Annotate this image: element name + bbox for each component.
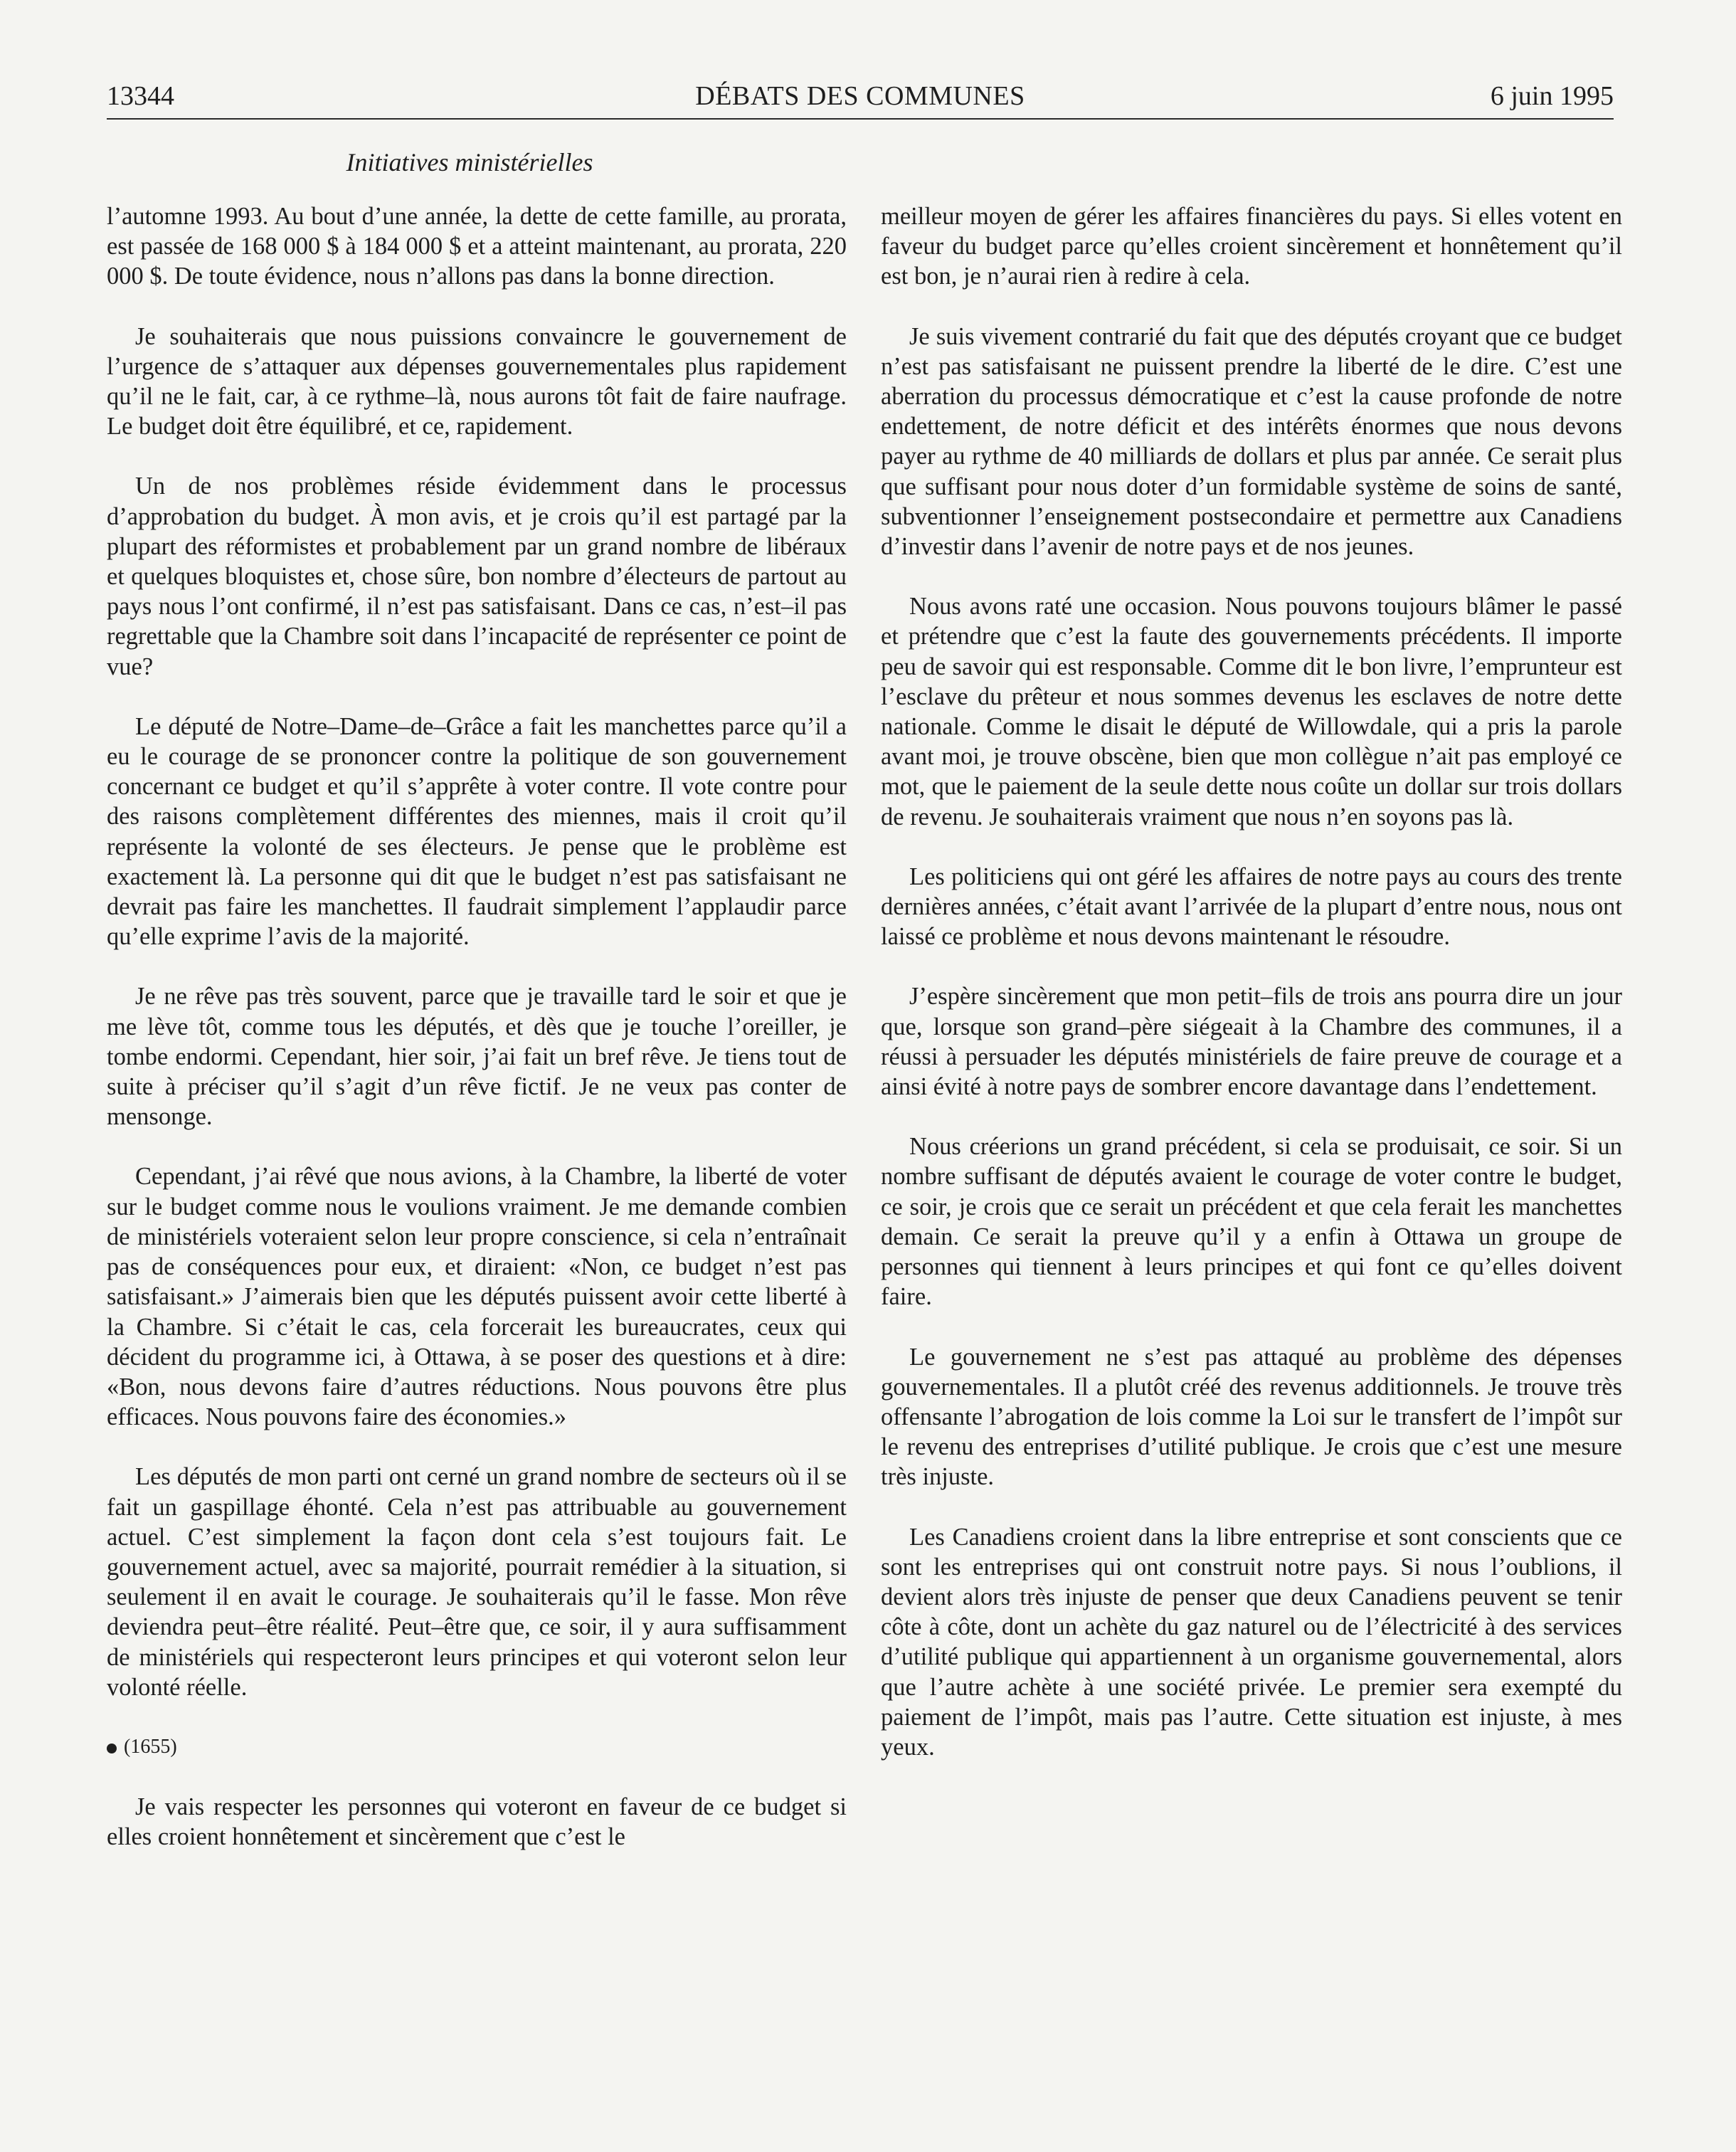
section-title: Initiatives ministérielles <box>346 148 593 176</box>
publication-date: 6 juin 1995 <box>1490 81 1614 111</box>
paragraph: Les députés de mon parti ont cerné un grand nombre de secteurs où il se fait un gaspillage éhonté. Cela n’est pas attribuable au gouvernement actuel. C’est simplement la façon dont cela s’est toujours fait. Le gouvernement actuel, avec sa majorité, pourrait remédier à la situation, si seulement il en avait le courage. Je souhaiterais qu’il le fasse. Mon rêve deviendra peut–être réalité. Peut–être que, ce soir, il y aura suffisamment de ministériels qui respecteront leurs principes et qui voteront selon leur volonté réelle. <box>107 1463 847 1701</box>
page-header <box>107 74 1614 118</box>
paragraph: Nous créerions un grand précédent, si cela se produisait, ce soir. Si un nombre suffisant de députés avaient le courage de voter contre le budget, ce soir, je crois que ce serait un précédent et que cela ferait les manchettes demain. Ce serait la preuve qu’il y a enfin à Ottawa un groupe de personnes qui tiennent à leurs principes et qui font ce qu’elles doivent faire. <box>881 1133 1622 1311</box>
paragraph: Je ne rêve pas très souvent, parce que je travaille tard le soir et que je me lève tôt, comme tous les députés, et dès que je touche l’oreiller, je tombe endormi. Cependant, hier soir, j’ai fait un bref rêve. Je tiens tout de suite à préciser qu’il s’agit d’un rêve fictif. Je ne veux pas conter de mensonge. <box>107 983 847 1131</box>
publication-title: DÉBATS DES COMMUNES <box>695 81 1025 111</box>
paragraph: J’espère sincèrement que mon petit–fils de trois ans pourra dire un jour que, lorsque son grand–père siégeait à la Chambre des communes, il a réussi à persuader les députés ministériels de faire preuve de courage et a ainsi évité à notre pays de sombrer encore davantage dans l’endettement. <box>881 983 1622 1101</box>
left-column <box>107 201 847 1882</box>
paragraph: meilleur moyen de gérer les affaires financières du pays. Si elles votent en faveur du budget parce qu’elles croient sincèrement et honnêtement qu’il est bon, je n’aurai rien à redire à cela. <box>881 203 1622 290</box>
paragraph: l’automne 1993. Au bout d’une année, la dette de cette famille, au prorata, est passée de 168 000 $ à 184 000 $ et a atteint maintenant, au prorata, 220 000 $. De toute évidence, nous n’allons pas dans la bonne direction. <box>107 203 847 290</box>
right-column <box>881 201 1622 1792</box>
page-number: 13344 <box>107 81 174 111</box>
time-marker-label: (1655) <box>124 1735 177 1758</box>
paragraph: Cependant, j’ai rêvé que nous avions, à la Chambre, la liberté de voter sur le budget comme nous le voulions vraiment. Je me demande combien de ministériels voteraient selon leur propre conscience, si cela n’entraînait pas de conséquences pour eux, et diraient: «Non, ce budget n’est pas satisfaisant.» J’aimerais bien que les députés puissent avoir cette liberté à la Chambre. Si c’était le cas, cela forcerait les bureaucrates, ceux qui décident du programme ici, à Ottawa, à se poser des questions et à dire: «Bon, nous devons faire d’autres réductions. Nous pouvons être plus efficaces. Nous pouvons faire des économies.» <box>107 1163 847 1431</box>
time-marker <box>107 1732 847 1762</box>
header-rule <box>107 118 1614 120</box>
paragraph: Je souhaiterais que nous puissions convaincre le gouvernement de l’urgence de s’attaquer aux dépenses gouvernementales plus rapidement qu’il ne le fait, car, à ce rythme–là, nous aurons tôt fait de faire naufrage. Le budget doit être équilibré, et ce, rapidement. <box>107 322 847 441</box>
paragraph: Un de nos problèmes réside évidemment dans le processus d’approbation du budget. À mon avis, et je crois qu’il est partagé par la plupart des réformistes et probablement par un grand nombre de libéraux et quelques bloquistes et, chose sûre, bon nombre d’électeurs de partout au pays nous l’ont confirmé, il n’est pas satisfaisant. Dans ce cas, n’est–il pas regrettable que la Chambre soit dans l’incapacité de représenter ce point de vue? <box>107 473 847 680</box>
paragraph: Les Canadiens croient dans la libre entreprise et sont conscients que ce sont les entreprises qui ont construit notre pays. Si nous l’oublions, il devient alors très injuste de penser que deux Canadiens peuvent se tenir côte à côte, dont un achète du gaz naturel ou de l’électricité à des services d’utilité publique qui appartiennent à un organisme gouvernemental, alors que l’autre achète à une société privée. Le premier sera exempté du paiement de l’impôt, mais pas l’autre. Cette situation est injuste, à mes yeux. <box>881 1523 1622 1761</box>
paragraph: Je suis vivement contrarié du fait que des députés croyant que ce budget n’est pas satisfaisant ne puissent prendre la liberté de le dire. C’est une aberration du processus démocratique et c’est la cause profonde de notre endettement, de notre déficit et des intérêts énormes que nous devons payer au rythme de 40 milliards de dollars et plus par année. Ce serait plus que suffisant pour nous doter d’un formidable système de soins de santé, subventionner l’enseignement postsecondaire et permettre aux Canadiens d’investir dans l’avenir de notre pays et de nos jeunes. <box>881 322 1622 561</box>
paragraph: Je vais respecter les personnes qui voteront en faveur de ce budget si elles croient honnêtement et sincèrement que c’est le <box>107 1793 847 1851</box>
paragraph: Nous avons raté une occasion. Nous pouvons toujours blâmer le passé et prétendre que c’est la faute des gouvernements précédents. Il importe peu de savoir qui est responsable. Comme dit le bon livre, l’emprunteur est l’esclave du prêteur et nous sommes devenus les esclaves de notre dette nationale. Comme le disait le député de Willowdale, qui a pris la parole avant moi, je trouve obscène, bien que mon collègue n’ait pas employé ce mot, que le paiement de la seule dette nous coûte un dollar sur trois dollars de revenu. Je souhaiterais vraiment que nous n’en soyons pas là. <box>881 593 1622 830</box>
bullet-icon <box>107 1744 117 1753</box>
paragraph: Le gouvernement ne s’est pas attaqué au problème des dépenses gouvernementales. Il a plutôt créé des revenus additionnels. Je trouve très offensante l’abrogation de lois comme la Loi sur le transfert de l’impôt sur le revenu des entreprises d’utilité publique. Je crois que c’est une mesure très injuste. <box>881 1343 1622 1491</box>
paragraph: Les politiciens qui ont géré les affaires de notre pays au cours des trente dernières années, c’était avant l’arrivée de la plupart d’entre nous, nous ont laissé ce problème et nous devons maintenant le résoudre. <box>881 863 1622 951</box>
paragraph: Le député de Notre–Dame–de–Grâce a fait les manchettes parce qu’il a eu le courage de se prononcer contre la politique de son gouvernement concernant ce budget et qu’il s’apprête à voter contre. Il vote contre pour des raisons complètement différentes des miennes, mais il croit qu’il représente la volonté de ses électeurs. Je pense que le problème est exactement là. La personne qui dit que le budget n’est pas satisfaisant ne devrait pas faire les manchettes. Il faudrait simplement l’applaudir parce qu’elle exprime l’avis de la majorité. <box>107 712 847 951</box>
